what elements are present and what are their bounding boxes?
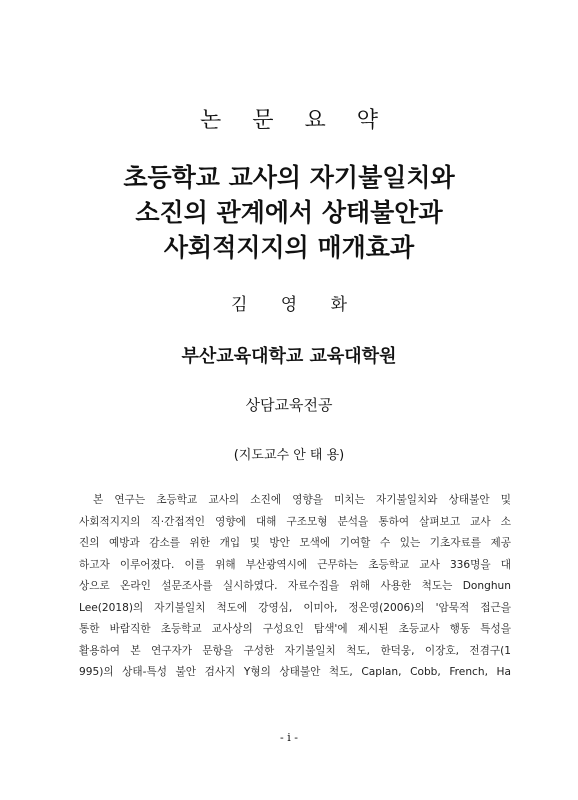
major-name: 상담교육전공: [245, 396, 333, 414]
advisor-name: (지도교수 안 태 용): [233, 448, 345, 463]
abstract-line: Lee(2018)의 자기불일치 척도에 강영심, 이미아, 정은영(2006)의 '암묵적 접근을: [79, 601, 511, 614]
abstract-line: 본 연구는 초등학교 교사의 소진에 영향을 미치는 자기불일치와 상태불안 및: [93, 494, 511, 506]
thesis-title-line-2: 소진의 관계에서 상태불안과: [135, 198, 443, 227]
abstract-line: 활용하여 본 연구자가 문항을 구성한 자기불일치 척도, 한덕웅, 이장호, 전겸구(1: [79, 644, 511, 657]
abstract-line: 통한 바람직한 초등학교 교사상의 구성요인 탐색'에 제시된 초등교사 행동 특성을: [79, 623, 511, 635]
abstract-heading: 논 문 요 약: [200, 108, 390, 133]
abstract-line: 하고자 이루어졌다. 이를 위해 부산광역시에 근무하는 초등학교 교사 336명을 대: [79, 558, 511, 571]
abstract-line: 상으로 온라인 설문조사를 실시하였다. 자료수집을 위해 사용한 척도는 Donghun: [79, 580, 511, 592]
abstract-line: 사회적지지의 직·간접적인 영향에 대해 구조모형 분석을 통하여 살펴보고 교사 소: [79, 515, 511, 528]
school-name: 부산교육대학교 교육대학원: [181, 346, 397, 367]
abstract-body: [79, 490, 511, 684]
abstract-line: 진의 예방과 감소를 위한 개입 및 방안 모색에 기여할 수 있는 기초자료를 제공: [79, 537, 511, 549]
thesis-title: [0, 160, 578, 265]
page-number: - i -: [280, 731, 298, 744]
abstract-line: 995)의 상태-특성 불안 검사지 Y형의 상태불안 척도, Caplan, Cobb, French, Ha: [79, 666, 511, 678]
author-name: 김 영 화: [230, 295, 362, 315]
thesis-title-line-3: 사회적지지의 매개효과: [163, 233, 415, 262]
thesis-title-line-1: 초등학교 교사의 자기불일치와: [123, 163, 455, 192]
